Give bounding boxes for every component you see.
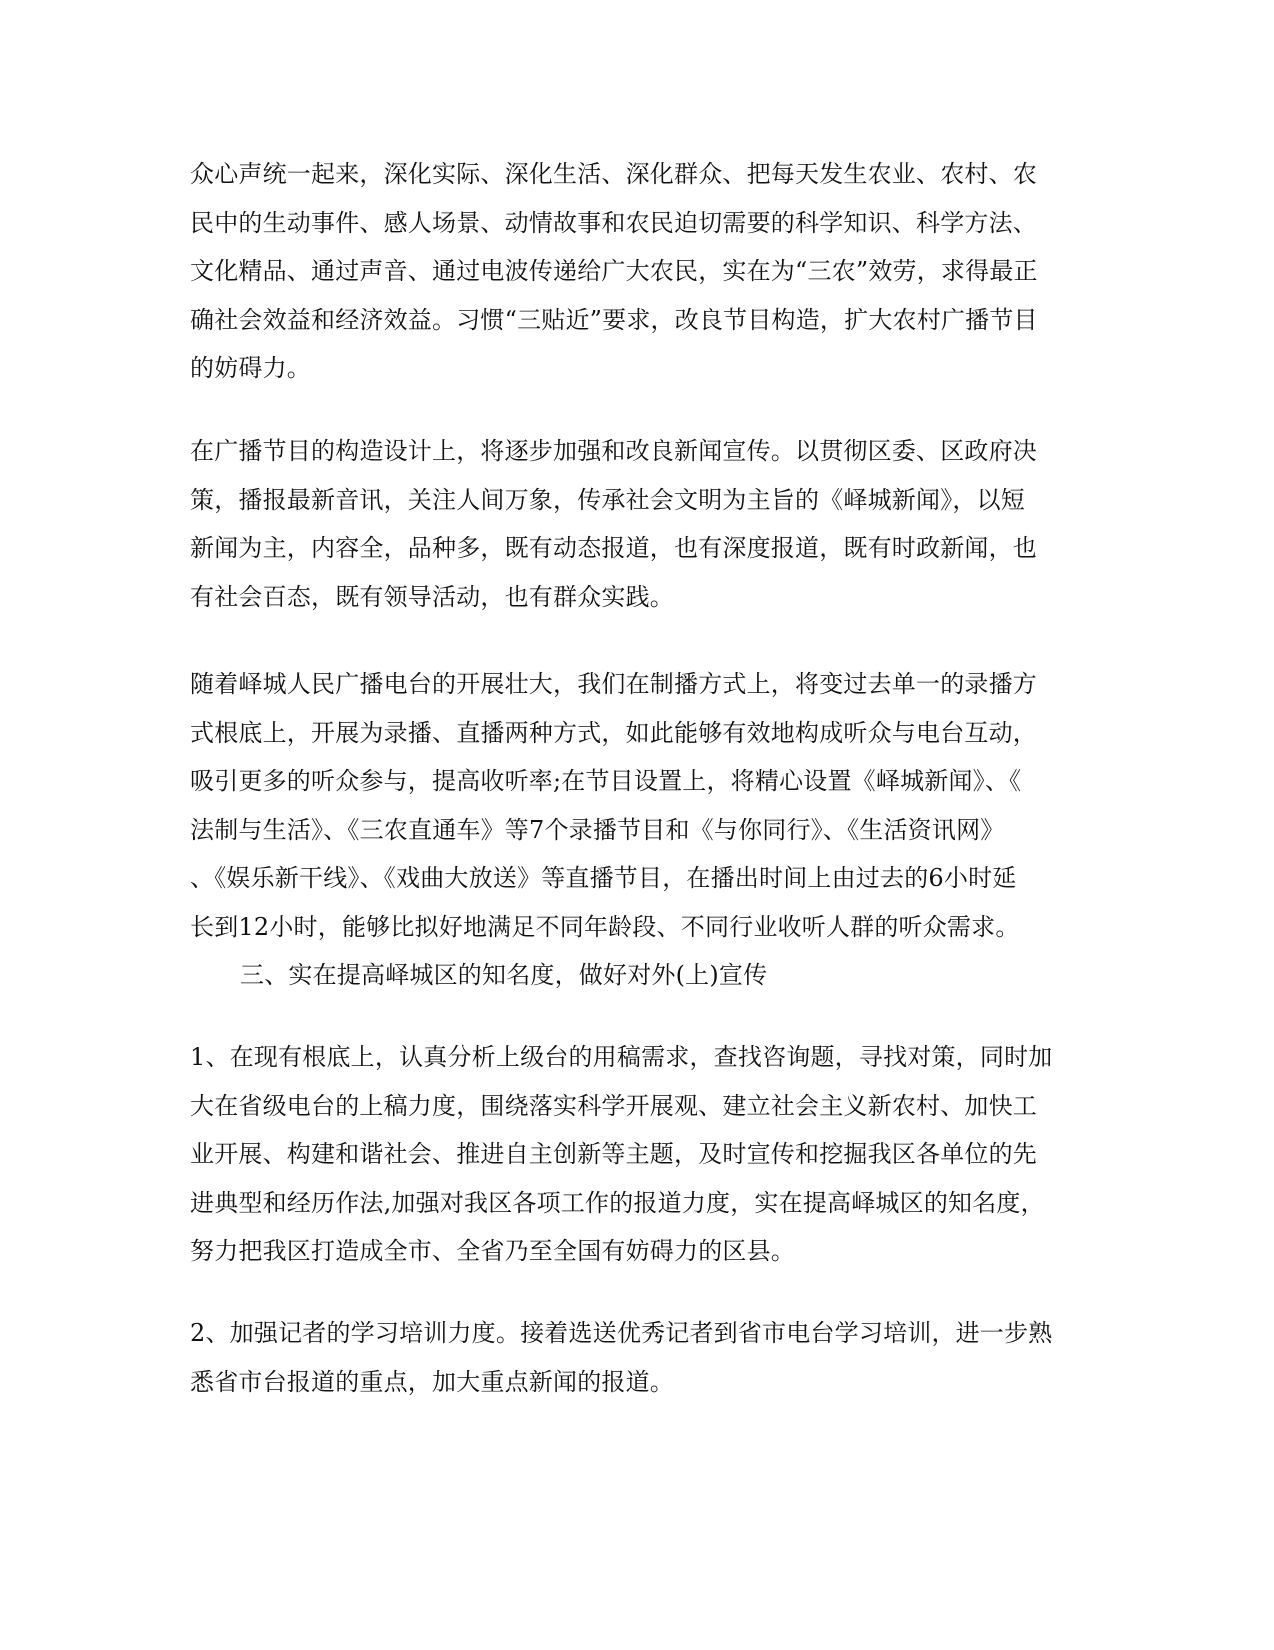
paragraph-4-line-5: 努力把我区打造成全市、全省乃至全国有妨碍力的区县。 <box>190 1237 795 1265</box>
paragraph-4-line-2: 大在省级电台的上稿力度，围绕落实科学开展观、建立社会主义新农村、加快工 <box>190 1091 1037 1120</box>
paragraph-1-line-1: 众心声统一起来，深化实际、深化生活、深化群众、把每天发生农业、农村、农 <box>190 160 1037 188</box>
paragraph-4-line-3: 业开展、构建和谐社会、推进自主创新等主题，及时宣传和挖掘我区各单位的先 <box>190 1140 1037 1168</box>
paragraph-4-line-4: 进典型和经历作法,加强对我区各项工作的报道力度，实在提高峄城区的知名度， <box>190 1188 1045 1217</box>
paragraph-3 <box>190 660 1090 1000</box>
paragraph-1 <box>190 150 1090 393</box>
paragraph-4 <box>190 1033 1090 1276</box>
paragraph-2-line-1: 在广播节目的构造设计上，将逐步加强和改良新闻宣传。以贯彻区委、区政府决 <box>190 437 1037 465</box>
paragraph-2-line-2: 策，播报最新音讯，关注人间万象，传承社会文明为主旨的《峄城新闻》，以短 <box>190 485 1025 514</box>
paragraph-3-line-1: 随着峄城人民广播电台的开展壮大，我们在制播方式上，将变过去单一的录播方 <box>190 670 1037 698</box>
paragraph-1-line-4: 确社会效益和经济效益。习惯“三贴近”要求，改良节目构造，扩大农村广播节目 <box>190 305 1038 334</box>
paragraph-1-line-5: 的妨碍力。 <box>190 354 311 382</box>
paragraph-2-line-3: 新闻为主，内容全，品种多，既有动态报道，也有深度报道，既有时政新闻，也 <box>190 534 1037 562</box>
paragraph-3-line-4: 法制与生活》、《三农直通车》等7个录播节目和《与你同行》、《生活资讯网》 <box>190 815 1005 844</box>
paragraph-5 <box>190 1309 1090 1406</box>
paragraph-5-line-1: 2、加强记者的学习培训力度。接着选送优秀记者到省市电台学习培训，进一步熟 <box>190 1319 1053 1347</box>
paragraph-3-line-6: 长到12小时，能够比拟好地满足不同年龄段、不同行业收听人群的听众需求。 <box>190 912 1020 941</box>
paragraph-3-line-3: 吸引更多的听众参与，提高收听率;在节目设置上，将精心设置《峄城新闻》、《 <box>190 767 1022 795</box>
paragraph-4-line-1: 1、在现有根底上，认真分析上级台的用稿需求，查找咨询题，寻找对策，同时加 <box>190 1043 1053 1071</box>
paragraph-3-line-2: 式根底上，开展为录播、直播两种方式，如此能够有效地构成听众与电台互动， <box>190 718 1037 747</box>
section-heading: 三、实在提高峄城区的知名度，做好对外(上)宣传 <box>240 961 768 989</box>
paragraph-3-line-5: 、《娱乐新干线》、《戏曲大放送》等直播节目，在播出时间上由过去的6小时延 <box>190 864 1017 892</box>
paragraph-5-line-2: 悉省市台报道的重点，加大重点新闻的报道。 <box>190 1367 674 1396</box>
paragraph-1-line-2: 民中的生动事件、感人场景、动情故事和农民迫切需要的科学知识、科学方法、 <box>190 208 1037 237</box>
paragraph-2 <box>190 427 1090 621</box>
paragraph-2-line-4: 有社会百态，既有领导活动，也有群众实践。 <box>190 582 674 611</box>
paragraph-1-line-3: 文化精品、通过声音、通过电波传递给广大农民，实在为“三农”效劳，求得最正 <box>190 257 1038 285</box>
